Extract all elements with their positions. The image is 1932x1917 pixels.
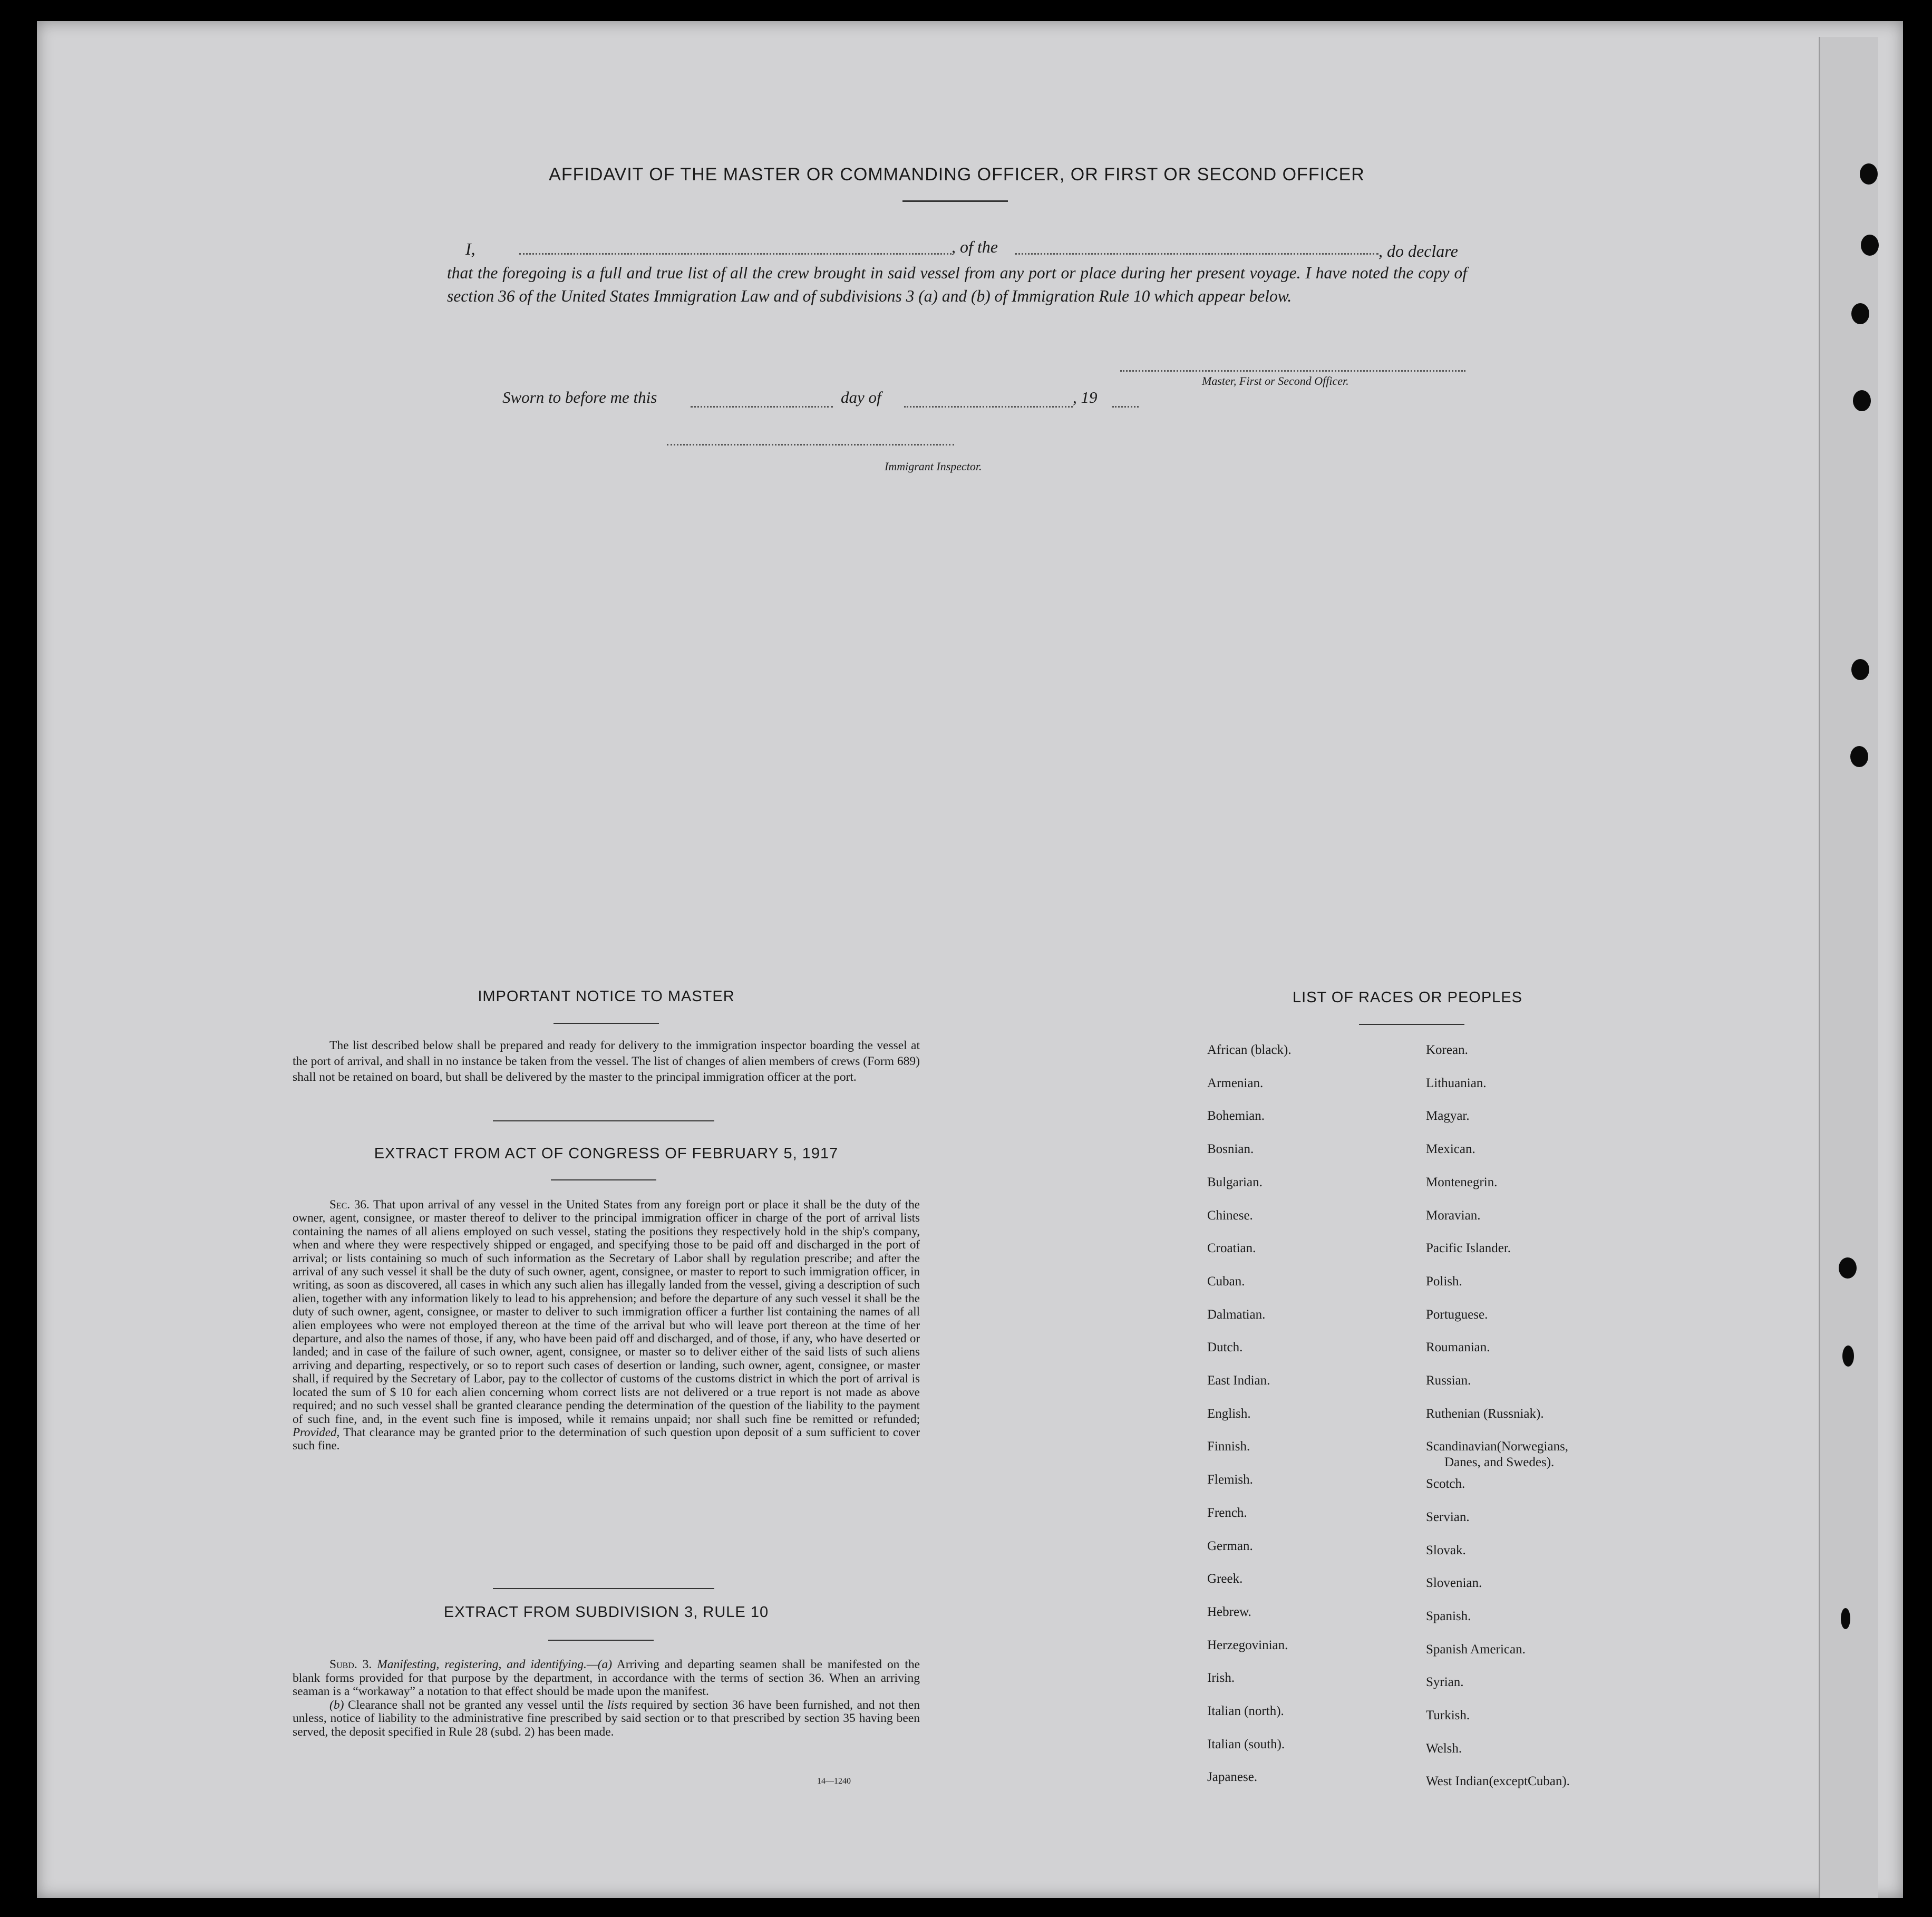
race-item: Bosnian. <box>1207 1142 1254 1157</box>
race-item: Ruthenian (Russniak). <box>1426 1406 1544 1421</box>
inspector-label: Immigrant Inspector. <box>885 460 982 473</box>
vessel-blank <box>1015 253 1378 255</box>
signature-label: Master, First or Second Officer. <box>1202 374 1349 388</box>
race-item: West Indian(exceptCuban). <box>1426 1774 1570 1789</box>
race-item: Slovenian. <box>1426 1576 1482 1591</box>
race-item: Hebrew. <box>1207 1604 1251 1619</box>
race-item: Flemish. <box>1207 1473 1253 1487</box>
act-heading: EXTRACT FROM ACT OF CONGRESS OF FEBRUARY 5, 1917 <box>374 1145 839 1162</box>
affidavit-declare-label: , do declare <box>1378 241 1458 260</box>
race-item: Italian (north). <box>1207 1704 1284 1718</box>
sworn-year-label: , 19 <box>1073 388 1098 406</box>
sworn-year-blank <box>1112 406 1139 408</box>
race-item: Pacific Islander. <box>1426 1241 1511 1256</box>
rule-underline <box>548 1640 654 1641</box>
race-item: Greek. <box>1207 1572 1243 1586</box>
provided-label: Provided, <box>293 1425 340 1439</box>
races-heading: LIST OF RACES OR PEOPLES <box>1292 989 1523 1006</box>
race-item: Servian. <box>1426 1509 1470 1524</box>
form-number: 14—1240 <box>817 1777 851 1786</box>
race-item: Italian (south). <box>1207 1737 1285 1751</box>
race-item: Bohemian. <box>1207 1109 1265 1124</box>
binder-hole <box>1861 235 1879 256</box>
race-item: Croatian. <box>1207 1241 1256 1256</box>
race-item: Portuguese. <box>1426 1307 1488 1322</box>
sworn-day-blank <box>691 406 833 408</box>
race-item: Finnish. <box>1207 1439 1250 1454</box>
subd-title: Manifesting, registering, and identifying.—(a) <box>377 1658 613 1671</box>
race-item-continuation: Danes, and Swedes). <box>1444 1455 1555 1470</box>
race-item: Montenegrin. <box>1426 1175 1498 1189</box>
race-item: Polish. <box>1426 1274 1462 1289</box>
para-b-end: required by section 36 have been furnished, and not then unless, notice of liability to the administrative fine prescribed by said section or to that prescribed by section 35 having been served, the deposit specified in Rule 28 (subd. 2) has been made. <box>293 1698 920 1739</box>
inspector-blank <box>667 444 954 446</box>
name-blank <box>519 253 952 255</box>
binder-hole <box>1851 303 1869 324</box>
race-item: Armenian. <box>1207 1076 1264 1090</box>
binder-hole <box>1853 390 1871 411</box>
act-divider <box>493 1588 714 1589</box>
binder-hole <box>1841 1608 1850 1629</box>
race-item: Mexican. <box>1426 1142 1475 1157</box>
binder-hole <box>1860 163 1878 185</box>
title-underline <box>902 200 1008 202</box>
race-item: African (black). <box>1207 1043 1292 1057</box>
affidavit-body: that the foregoing is a full and true list of all the crew brought in said vessel from any port or place during her present voyage. I have noted the copy of section 36 of the United States Immigration Law and of subdivisions 3 (a) and (b) of Immigration Rule 10 which appear below. <box>447 264 1467 305</box>
race-item: Syrian. <box>1426 1675 1464 1690</box>
rule-heading: EXTRACT FROM SUBDIVISION 3, RULE 10 <box>443 1604 769 1621</box>
notice-underline <box>554 1023 659 1024</box>
notice-text: The list described below shall be prepared and ready for delivery to the immigration inspector boarding the vessel at the port of arrival, and shall in no instance be taken from the vessel. The list of changes of alien members of crews (Form 689) shall not be retained on board, but shall be delivered by the master to the principal immigration officer at the port. <box>293 1039 920 1084</box>
race-item: Korean. <box>1426 1043 1468 1057</box>
race-item: Spanish American. <box>1426 1642 1526 1657</box>
race-item: Lithuanian. <box>1426 1076 1487 1090</box>
b-label: (b) <box>329 1698 344 1712</box>
signature-blank <box>1120 370 1465 372</box>
race-item: Herzegovinian. <box>1207 1638 1288 1652</box>
race-item: Welsh. <box>1426 1741 1462 1756</box>
race-item: English. <box>1207 1406 1251 1421</box>
race-item: Dalmatian. <box>1207 1307 1266 1322</box>
section-36-end: That clearance may be granted prior to the determination of such question upon deposit of a sum sufficient to cover such fine. <box>293 1425 920 1453</box>
race-item: Dutch. <box>1207 1340 1243 1355</box>
notice-heading: IMPORTANT NOTICE TO MASTER <box>478 988 735 1005</box>
section-36-body: That upon arrival of any vessel in the United States from any foreign port or place it shall be the duty of the owner, agent, consignee, or master thereof to deliver to the principal immigration officer in charge of the port of arrival lists containing the names of all aliens employed on such vessel, stating the positions they respectively hold in the ship's company, when and where they were respectively shipped or engaged, and specifying those to be paid off and discharged in the port of arrival; or lists containing so much of such information as the Secretary of Labor shall by regulation prescribe; and after the arrival of any such vessel it shall be the duty of such owner, agent, consignee, or master to report to such immigration officer, in writing, as soon as discovered, all cases in which any such alien has illegally landed from the vessel, giving a description of such alien, together with any information likely to lead to his apprehension; and before the departure of any such vessel it shall be the duty of such owner, agent, consignee, or master to deliver to such immigration officer a further list containing the names of all alien employees who were not employed thereon at the time of the arrival but who will leave port thereon at the time of her departure, and also the names of those, if any, who have been paid off and discharged, and of those, if any, who have deserted or landed; and in case of the failure of such owner, agent, consignee, or master so to deliver either of the said lists of such aliens arriving and departing, respectively, or so to report such cases of desertion or landing, such owner, agent, consignee, or master shall, if required by the Secretary of Labor, pay to the collector of customs of the customs district in which the port of arrival is located the sum of $ 10 for each alien concerning whom correct lists are not delivered or a true report is not made as above required; and no such vessel shall be granted clearance pending the determination of the question of the liability to the payment of such fine, and, in the event such fine is imposed, while it remains unpaid; nor shall such fine be remitted or refunded; <box>293 1198 920 1426</box>
race-item: Turkish. <box>1426 1708 1470 1722</box>
binder-hole <box>1842 1345 1854 1367</box>
race-item: Slovak. <box>1426 1543 1466 1557</box>
race-item: Cuban. <box>1207 1274 1245 1289</box>
act-underline <box>551 1179 656 1180</box>
affidavit-i-label: I, <box>465 239 475 258</box>
notice-divider <box>493 1120 714 1121</box>
para-b-lists: lists <box>607 1698 627 1712</box>
para-b-start: Clearance shall not be granted any vessel until the <box>347 1698 604 1712</box>
sworn-day-of-label: day of <box>841 388 881 406</box>
race-item: Spanish. <box>1426 1609 1471 1623</box>
binder-hole <box>1839 1257 1857 1279</box>
races-underline <box>1359 1024 1464 1025</box>
sworn-label: Sworn to before me this <box>502 388 657 406</box>
affidavit-title: AFFIDAVIT OF THE MASTER OR COMMANDING OFFICER, OR FIRST OR SECOND OFFICER <box>549 164 1365 185</box>
race-item: Irish. <box>1207 1671 1235 1686</box>
race-item: Chinese. <box>1207 1208 1253 1223</box>
sworn-month-blank <box>904 406 1073 408</box>
race-item: Scandinavian(Norwegians, <box>1426 1439 1569 1454</box>
race-item: German. <box>1207 1538 1253 1553</box>
race-item: Magyar. <box>1426 1109 1470 1124</box>
race-item: East Indian. <box>1207 1373 1270 1388</box>
affidavit-of-the-label: , of the <box>952 237 998 256</box>
binder-hole <box>1851 659 1869 680</box>
section-36-label: Sec. 36. <box>329 1198 370 1211</box>
binder-hole <box>1850 746 1868 767</box>
subdivision-3-text <box>293 1658 920 1739</box>
race-item: Roumanian. <box>1426 1340 1490 1355</box>
race-item: French. <box>1207 1505 1247 1520</box>
para-a: Arriving and departing seamen shall be manifested on the blank forms provided for that purpose by the department, in accordance with the terms of section 36. When an arriving seaman is a “workaway” a notation to that effect should be made upon the manifest. <box>293 1658 920 1698</box>
section-36-text <box>293 1198 920 1453</box>
race-item: Scotch. <box>1426 1477 1465 1492</box>
subd-label: Subd. 3. <box>329 1658 372 1671</box>
race-item: Moravian. <box>1426 1208 1481 1223</box>
race-item: Russian. <box>1426 1373 1471 1388</box>
race-item: Bulgarian. <box>1207 1175 1263 1189</box>
race-item: Japanese. <box>1207 1770 1258 1785</box>
